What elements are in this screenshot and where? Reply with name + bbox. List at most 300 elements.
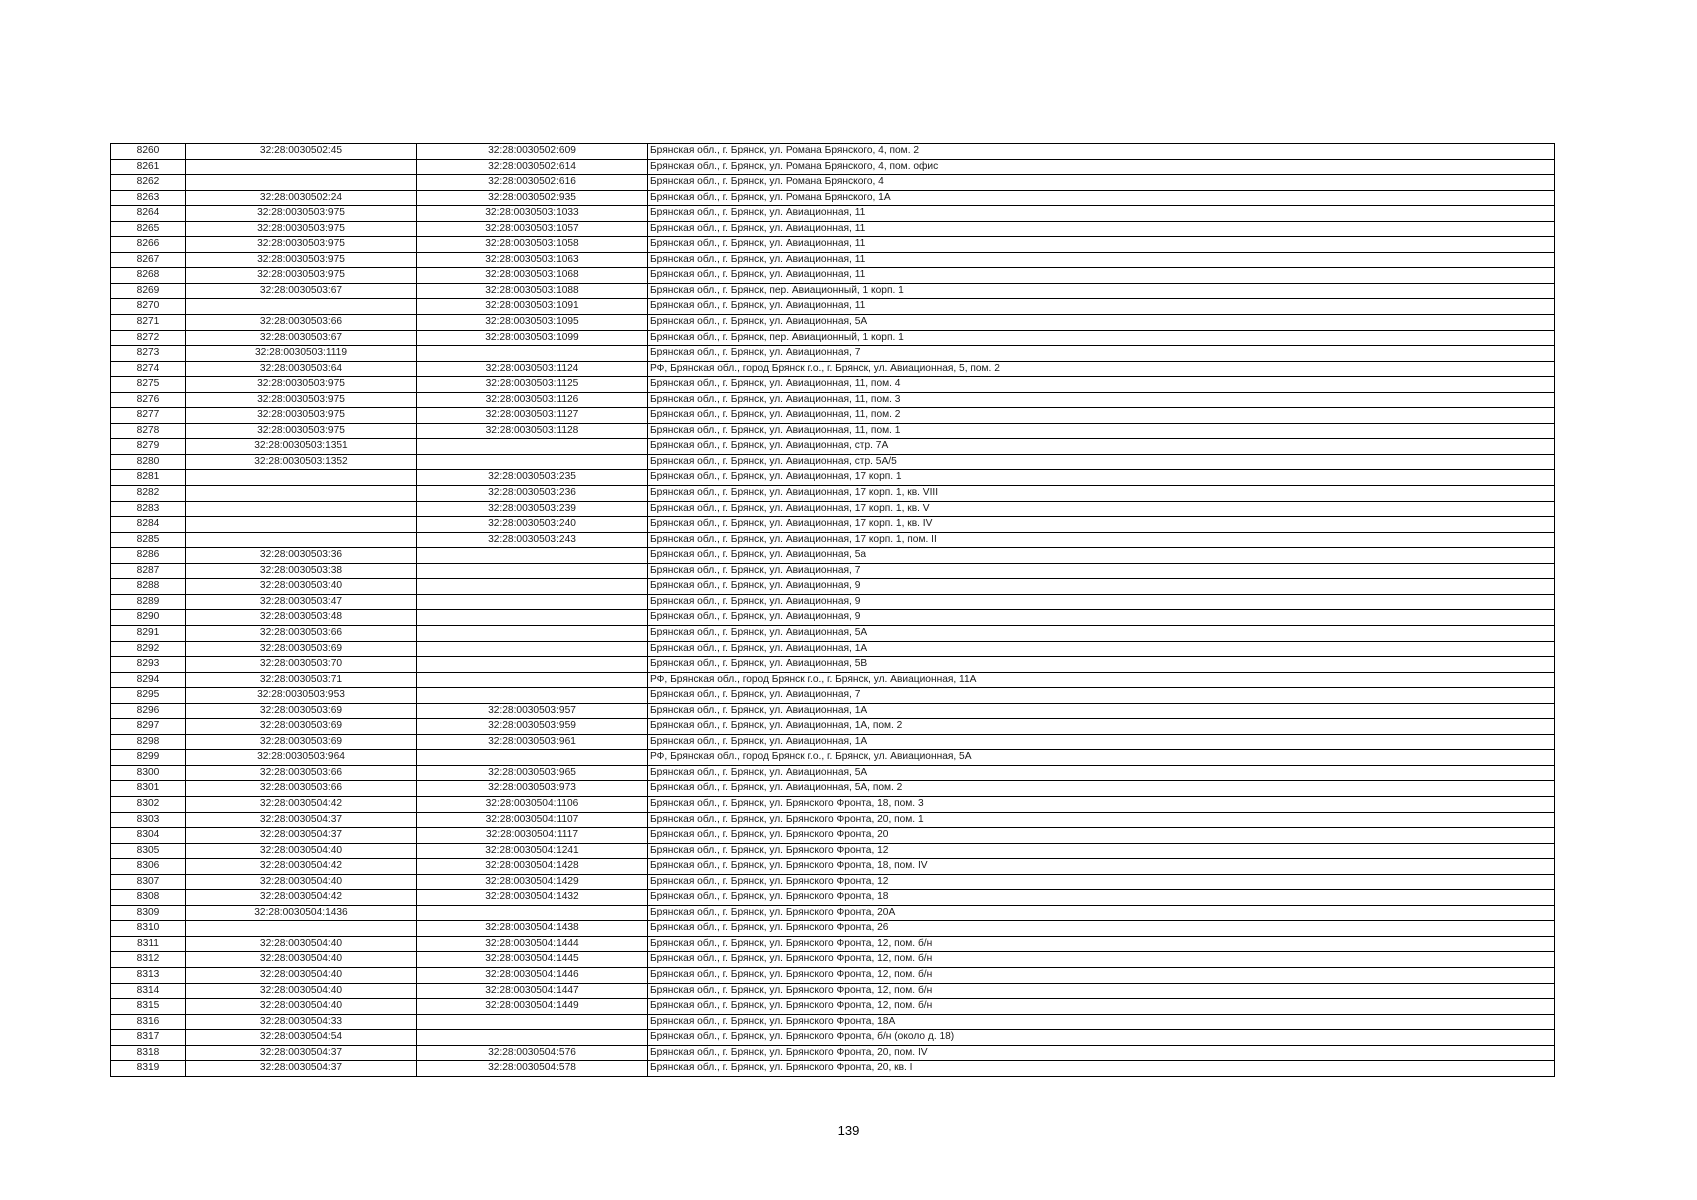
address-cell: Брянская обл., г. Брянск, ул. Авиационная, 5В <box>648 657 1555 673</box>
address-cell: Брянская обл., г. Брянск, ул. Брянского Фронта, 18А <box>648 1014 1555 1030</box>
table-row <box>111 252 1555 268</box>
cadastral-number-cell: 32:28:0030504:1438 <box>417 921 648 937</box>
cadastral-number-cell <box>417 454 648 470</box>
cadastral-number-cell <box>417 594 648 610</box>
row-number-cell: 8293 <box>111 657 186 673</box>
parent-cadastral-number-cell: 32:28:0030503:975 <box>186 377 417 393</box>
row-number-cell: 8278 <box>111 423 186 439</box>
parent-cadastral-number-cell: 32:28:0030504:37 <box>186 812 417 828</box>
address-cell: Брянская обл., г. Брянск, ул. Авиационная, 1А <box>648 734 1555 750</box>
address-cell: Брянская обл., г. Брянск, ул. Авиационная, 1А, пом. 2 <box>648 719 1555 735</box>
parent-cadastral-number-cell: 32:28:0030503:975 <box>186 221 417 237</box>
parent-cadastral-number-cell: 32:28:0030503:975 <box>186 392 417 408</box>
row-number-cell: 8295 <box>111 688 186 704</box>
parent-cadastral-number-cell: 32:28:0030503:67 <box>186 330 417 346</box>
cadastral-number-cell: 32:28:0030503:1057 <box>417 221 648 237</box>
row-number-cell: 8300 <box>111 765 186 781</box>
table-row <box>111 781 1555 797</box>
table-row <box>111 734 1555 750</box>
row-number-cell: 8272 <box>111 330 186 346</box>
parent-cadastral-number-cell: 32:28:0030503:1119 <box>186 346 417 362</box>
address-cell: Брянская обл., г. Брянск, пер. Авиационный, 1 корп. 1 <box>648 330 1555 346</box>
row-number-cell: 8307 <box>111 874 186 890</box>
cadastral-number-cell: 32:28:0030504:1432 <box>417 890 648 906</box>
address-cell: Брянская обл., г. Брянск, ул. Авиационная, 17 корп. 1, кв. V <box>648 501 1555 517</box>
cadastral-number-cell <box>417 1030 648 1046</box>
parent-cadastral-number-cell: 32:28:0030503:71 <box>186 672 417 688</box>
row-number-cell: 8276 <box>111 392 186 408</box>
table-row <box>111 283 1555 299</box>
address-cell: Брянская обл., г. Брянск, ул. Авиационная, 7 <box>648 563 1555 579</box>
parent-cadastral-number-cell: 32:28:0030504:37 <box>186 1061 417 1077</box>
parent-cadastral-number-cell: 32:28:0030503:69 <box>186 641 417 657</box>
table-row <box>111 346 1555 362</box>
parent-cadastral-number-cell: 32:28:0030503:953 <box>186 688 417 704</box>
parent-cadastral-number-cell: 32:28:0030503:975 <box>186 237 417 253</box>
cadastral-number-cell: 32:28:0030504:1429 <box>417 874 648 890</box>
parent-cadastral-number-cell: 32:28:0030503:69 <box>186 703 417 719</box>
table-row <box>111 812 1555 828</box>
cadastral-number-cell <box>417 1014 648 1030</box>
cadastral-number-cell: 32:28:0030503:1128 <box>417 423 648 439</box>
cadastral-number-cell <box>417 625 648 641</box>
row-number-cell: 8270 <box>111 299 186 315</box>
parent-cadastral-number-cell: 32:28:0030503:1352 <box>186 454 417 470</box>
registry-table <box>110 143 1555 1077</box>
parent-cadastral-number-cell: 32:28:0030503:64 <box>186 361 417 377</box>
parent-cadastral-number-cell: 32:28:0030503:69 <box>186 719 417 735</box>
cadastral-number-cell: 32:28:0030503:1088 <box>417 283 648 299</box>
cadastral-number-cell: 32:28:0030503:243 <box>417 532 648 548</box>
row-number-cell: 8263 <box>111 190 186 206</box>
address-cell: Брянская обл., г. Брянск, ул. Романа Брянского, 4, пом. офис <box>648 159 1555 175</box>
row-number-cell: 8282 <box>111 486 186 502</box>
address-cell: Брянская обл., г. Брянск, ул. Брянского Фронта, 18, пом. IV <box>648 859 1555 875</box>
address-cell: Брянская обл., г. Брянск, ул. Авиационная, 17 корп. 1, кв. VIII <box>648 486 1555 502</box>
row-number-cell: 8319 <box>111 1061 186 1077</box>
cadastral-number-cell <box>417 641 648 657</box>
row-number-cell: 8262 <box>111 175 186 191</box>
table-row <box>111 486 1555 502</box>
table-row <box>111 625 1555 641</box>
table-row <box>111 921 1555 937</box>
row-number-cell: 8289 <box>111 594 186 610</box>
row-number-cell: 8266 <box>111 237 186 253</box>
address-cell: Брянская обл., г. Брянск, ул. Брянского Фронта, 26 <box>648 921 1555 937</box>
address-cell: Брянская обл., г. Брянск, ул. Авиационная, 11, пом. 1 <box>648 423 1555 439</box>
cadastral-number-cell: 32:28:0030504:1107 <box>417 812 648 828</box>
parent-cadastral-number-cell: 32:28:0030504:42 <box>186 890 417 906</box>
address-cell: Брянская обл., г. Брянск, ул. Брянского Фронта, 12 <box>648 843 1555 859</box>
address-cell: Брянская обл., г. Брянск, ул. Брянского Фронта, 12, пом. б/н <box>648 936 1555 952</box>
table-row <box>111 221 1555 237</box>
parent-cadastral-number-cell: 32:28:0030503:964 <box>186 750 417 766</box>
cadastral-number-cell: 32:28:0030503:961 <box>417 734 648 750</box>
row-number-cell: 8296 <box>111 703 186 719</box>
address-cell: Брянская обл., г. Брянск, ул. Авиационная, 17 корп. 1, пом. II <box>648 532 1555 548</box>
address-cell: Брянская обл., г. Брянск, ул. Авиационная, 5А <box>648 765 1555 781</box>
row-number-cell: 8264 <box>111 206 186 222</box>
table-row <box>111 657 1555 673</box>
address-cell: Брянская обл., г. Брянск, ул. Авиационная, 5а <box>648 548 1555 564</box>
parent-cadastral-number-cell <box>186 486 417 502</box>
table-row <box>111 144 1555 160</box>
cadastral-number-cell: 32:28:0030503:1068 <box>417 268 648 284</box>
cadastral-number-cell: 32:28:0030503:1095 <box>417 315 648 331</box>
address-cell: Брянская обл., г. Брянск, ул. Авиационная, 5А <box>648 315 1555 331</box>
parent-cadastral-number-cell: 32:28:0030503:66 <box>186 625 417 641</box>
cadastral-number-cell: 32:28:0030504:1106 <box>417 796 648 812</box>
address-cell: Брянская обл., г. Брянск, ул. Брянского Фронта, 12, пом. б/н <box>648 999 1555 1015</box>
parent-cadastral-number-cell: 32:28:0030503:36 <box>186 548 417 564</box>
row-number-cell: 8267 <box>111 252 186 268</box>
cadastral-number-cell: 32:28:0030503:1127 <box>417 408 648 424</box>
cadastral-number-cell <box>417 548 648 564</box>
table-row <box>111 905 1555 921</box>
parent-cadastral-number-cell: 32:28:0030503:1351 <box>186 439 417 455</box>
row-number-cell: 8277 <box>111 408 186 424</box>
address-cell: Брянская обл., г. Брянск, ул. Романа Брянского, 4 <box>648 175 1555 191</box>
table-row <box>111 983 1555 999</box>
table-row <box>111 703 1555 719</box>
row-number-cell: 8281 <box>111 470 186 486</box>
page-number: 139 <box>837 1123 860 1138</box>
parent-cadastral-number-cell: 32:28:0030502:45 <box>186 144 417 160</box>
table-row <box>111 532 1555 548</box>
row-number-cell: 8317 <box>111 1030 186 1046</box>
row-number-cell: 8316 <box>111 1014 186 1030</box>
row-number-cell: 8279 <box>111 439 186 455</box>
parent-cadastral-number-cell <box>186 470 417 486</box>
table-row <box>111 361 1555 377</box>
parent-cadastral-number-cell: 32:28:0030503:975 <box>186 206 417 222</box>
cadastral-number-cell: 32:28:0030503:240 <box>417 517 648 533</box>
address-cell: Брянская обл., г. Брянск, ул. Брянского Фронта, 18 <box>648 890 1555 906</box>
table-row <box>111 175 1555 191</box>
address-cell: Брянская обл., г. Брянск, ул. Авиационная, 11 <box>648 252 1555 268</box>
table-row <box>111 1014 1555 1030</box>
address-cell: Брянская обл., г. Брянск, пер. Авиационный, 1 корп. 1 <box>648 283 1555 299</box>
parent-cadastral-number-cell: 32:28:0030503:975 <box>186 268 417 284</box>
parent-cadastral-number-cell: 32:28:0030504:40 <box>186 983 417 999</box>
cadastral-number-cell <box>417 657 648 673</box>
address-cell: РФ, Брянская обл., город Брянск г.о., г. Брянск, ул. Авиационная, 5А <box>648 750 1555 766</box>
address-cell: Брянская обл., г. Брянск, ул. Авиационная, 11, пом. 2 <box>648 408 1555 424</box>
parent-cadastral-number-cell <box>186 532 417 548</box>
address-cell: Брянская обл., г. Брянск, ул. Авиационная, 1А <box>648 703 1555 719</box>
row-number-cell: 8285 <box>111 532 186 548</box>
address-cell: Брянская обл., г. Брянск, ул. Брянского Фронта, б/н (около д. 18) <box>648 1030 1555 1046</box>
address-cell: Брянская обл., г. Брянск, ул. Авиационная, 7 <box>648 346 1555 362</box>
row-number-cell: 8260 <box>111 144 186 160</box>
table-row <box>111 688 1555 704</box>
parent-cadastral-number-cell: 32:28:0030503:975 <box>186 252 417 268</box>
parent-cadastral-number-cell: 32:28:0030504:40 <box>186 843 417 859</box>
table-row <box>111 330 1555 346</box>
table-row <box>111 828 1555 844</box>
table-row <box>111 408 1555 424</box>
row-number-cell: 8288 <box>111 579 186 595</box>
address-cell: Брянская обл., г. Брянск, ул. Авиационная, 11 <box>648 299 1555 315</box>
row-number-cell: 8265 <box>111 221 186 237</box>
cadastral-number-cell: 32:28:0030504:1446 <box>417 967 648 983</box>
cadastral-number-cell: 32:28:0030503:1063 <box>417 252 648 268</box>
parent-cadastral-number-cell: 32:28:0030503:66 <box>186 765 417 781</box>
table-row <box>111 517 1555 533</box>
address-cell: Брянская обл., г. Брянск, ул. Брянского Фронта, 20 <box>648 828 1555 844</box>
cadastral-number-cell: 32:28:0030503:1058 <box>417 237 648 253</box>
row-number-cell: 8305 <box>111 843 186 859</box>
parent-cadastral-number-cell: 32:28:0030504:40 <box>186 999 417 1015</box>
row-number-cell: 8271 <box>111 315 186 331</box>
table-row <box>111 594 1555 610</box>
parent-cadastral-number-cell: 32:28:0030503:38 <box>186 563 417 579</box>
row-number-cell: 8303 <box>111 812 186 828</box>
row-number-cell: 8301 <box>111 781 186 797</box>
address-cell: Брянская обл., г. Брянск, ул. Брянского Фронта, 12, пом. б/н <box>648 952 1555 968</box>
address-cell: Брянская обл., г. Брянск, ул. Авиационная, 11 <box>648 221 1555 237</box>
row-number-cell: 8312 <box>111 952 186 968</box>
table-row <box>111 874 1555 890</box>
table-row <box>111 765 1555 781</box>
row-number-cell: 8310 <box>111 921 186 937</box>
parent-cadastral-number-cell <box>186 921 417 937</box>
table-row <box>111 1045 1555 1061</box>
address-cell: Брянская обл., г. Брянск, ул. Авиационная, 9 <box>648 579 1555 595</box>
address-cell: Брянская обл., г. Брянск, ул. Авиационная, 1А <box>648 641 1555 657</box>
address-cell: Брянская обл., г. Брянск, ул. Авиационная, 11 <box>648 206 1555 222</box>
table-row <box>111 750 1555 766</box>
row-number-cell: 8292 <box>111 641 186 657</box>
parent-cadastral-number-cell: 32:28:0030504:40 <box>186 874 417 890</box>
table-row <box>111 423 1555 439</box>
row-number-cell: 8299 <box>111 750 186 766</box>
parent-cadastral-number-cell: 32:28:0030503:69 <box>186 734 417 750</box>
cadastral-number-cell: 32:28:0030504:1445 <box>417 952 648 968</box>
parent-cadastral-number-cell: 32:28:0030504:40 <box>186 936 417 952</box>
row-number-cell: 8261 <box>111 159 186 175</box>
address-cell: Брянская обл., г. Брянск, ул. Брянского Фронта, 20, пом. 1 <box>648 812 1555 828</box>
cadastral-number-cell: 32:28:0030503:973 <box>417 781 648 797</box>
row-number-cell: 8268 <box>111 268 186 284</box>
cadastral-number-cell: 32:28:0030504:1447 <box>417 983 648 999</box>
table-row <box>111 936 1555 952</box>
table-row <box>111 470 1555 486</box>
table-row <box>111 952 1555 968</box>
cadastral-number-cell: 32:28:0030503:1099 <box>417 330 648 346</box>
table-row <box>111 548 1555 564</box>
address-cell: Брянская обл., г. Брянск, ул. Романа Брянского, 4, пом. 2 <box>648 144 1555 160</box>
parent-cadastral-number-cell: 32:28:0030503:975 <box>186 423 417 439</box>
table-row <box>111 206 1555 222</box>
table-row <box>111 641 1555 657</box>
cadastral-number-cell <box>417 905 648 921</box>
row-number-cell: 8274 <box>111 361 186 377</box>
address-cell: Брянская обл., г. Брянск, ул. Авиационная, 9 <box>648 594 1555 610</box>
row-number-cell: 8280 <box>111 454 186 470</box>
cadastral-number-cell: 32:28:0030503:239 <box>417 501 648 517</box>
parent-cadastral-number-cell <box>186 159 417 175</box>
row-number-cell: 8314 <box>111 983 186 999</box>
parent-cadastral-number-cell: 32:28:0030503:70 <box>186 657 417 673</box>
cadastral-number-cell: 32:28:0030503:1033 <box>417 206 648 222</box>
address-cell: Брянская обл., г. Брянск, ул. Брянского Фронта, 20, кв. I <box>648 1061 1555 1077</box>
parent-cadastral-number-cell: 32:28:0030503:66 <box>186 315 417 331</box>
parent-cadastral-number-cell: 32:28:0030503:67 <box>186 283 417 299</box>
parent-cadastral-number-cell: 32:28:0030504:42 <box>186 859 417 875</box>
address-cell: Брянская обл., г. Брянск, ул. Авиационная, 7 <box>648 688 1555 704</box>
table-row <box>111 501 1555 517</box>
cadastral-number-cell: 32:28:0030503:1125 <box>417 377 648 393</box>
cadastral-number-cell <box>417 439 648 455</box>
parent-cadastral-number-cell <box>186 501 417 517</box>
table-row <box>111 563 1555 579</box>
cadastral-number-cell: 32:28:0030504:1428 <box>417 859 648 875</box>
table-row <box>111 237 1555 253</box>
parent-cadastral-number-cell: 32:28:0030504:42 <box>186 796 417 812</box>
table-row <box>111 454 1555 470</box>
parent-cadastral-number-cell: 32:28:0030503:975 <box>186 408 417 424</box>
table-row <box>111 190 1555 206</box>
cadastral-number-cell <box>417 610 648 626</box>
parent-cadastral-number-cell: 32:28:0030504:1436 <box>186 905 417 921</box>
table-row <box>111 299 1555 315</box>
parent-cadastral-number-cell: 32:28:0030503:40 <box>186 579 417 595</box>
row-number-cell: 8298 <box>111 734 186 750</box>
row-number-cell: 8294 <box>111 672 186 688</box>
cadastral-number-cell: 32:28:0030503:1124 <box>417 361 648 377</box>
cadastral-number-cell: 32:28:0030503:235 <box>417 470 648 486</box>
parent-cadastral-number-cell: 32:28:0030504:54 <box>186 1030 417 1046</box>
table-row <box>111 719 1555 735</box>
cadastral-number-cell <box>417 346 648 362</box>
cadastral-number-cell: 32:28:0030503:957 <box>417 703 648 719</box>
cadastral-number-cell: 32:28:0030504:576 <box>417 1045 648 1061</box>
row-number-cell: 8291 <box>111 625 186 641</box>
cadastral-number-cell <box>417 672 648 688</box>
row-number-cell: 8286 <box>111 548 186 564</box>
cadastral-number-cell: 32:28:0030502:616 <box>417 175 648 191</box>
table-row <box>111 268 1555 284</box>
address-cell: Брянская обл., г. Брянск, ул. Авиационная, 11, пом. 4 <box>648 377 1555 393</box>
parent-cadastral-number-cell: 32:28:0030503:48 <box>186 610 417 626</box>
table-row <box>111 579 1555 595</box>
table-row <box>111 796 1555 812</box>
parent-cadastral-number-cell: 32:28:0030504:33 <box>186 1014 417 1030</box>
row-number-cell: 8308 <box>111 890 186 906</box>
cadastral-number-cell: 32:28:0030503:236 <box>417 486 648 502</box>
cadastral-number-cell: 32:28:0030502:614 <box>417 159 648 175</box>
row-number-cell: 8313 <box>111 967 186 983</box>
cadastral-number-cell <box>417 688 648 704</box>
row-number-cell: 8304 <box>111 828 186 844</box>
cadastral-number-cell: 32:28:0030503:1091 <box>417 299 648 315</box>
table-row <box>111 315 1555 331</box>
cadastral-number-cell: 32:28:0030504:578 <box>417 1061 648 1077</box>
address-cell: Брянская обл., г. Брянск, ул. Романа Брянского, 1А <box>648 190 1555 206</box>
address-cell: Брянская обл., г. Брянск, ул. Брянского Фронта, 20, пом. IV <box>648 1045 1555 1061</box>
table-row <box>111 843 1555 859</box>
cadastral-number-cell: 32:28:0030503:1126 <box>417 392 648 408</box>
address-cell: Брянская обл., г. Брянск, ул. Авиационная, 11, пом. 3 <box>648 392 1555 408</box>
cadastral-number-cell: 32:28:0030502:935 <box>417 190 648 206</box>
cadastral-number-cell: 32:28:0030502:609 <box>417 144 648 160</box>
address-cell: Брянская обл., г. Брянск, ул. Брянского Фронта, 12, пом. б/н <box>648 967 1555 983</box>
table-row <box>111 1030 1555 1046</box>
table-row <box>111 1061 1555 1077</box>
row-number-cell: 8311 <box>111 936 186 952</box>
table-row <box>111 999 1555 1015</box>
row-number-cell: 8297 <box>111 719 186 735</box>
row-number-cell: 8306 <box>111 859 186 875</box>
parent-cadastral-number-cell: 32:28:0030503:47 <box>186 594 417 610</box>
cadastral-number-cell: 32:28:0030503:959 <box>417 719 648 735</box>
table-row <box>111 967 1555 983</box>
parent-cadastral-number-cell <box>186 517 417 533</box>
address-cell: Брянская обл., г. Брянск, ул. Авиационная, 11 <box>648 268 1555 284</box>
table-row <box>111 890 1555 906</box>
cadastral-number-cell <box>417 579 648 595</box>
cadastral-number-cell: 32:28:0030504:1444 <box>417 936 648 952</box>
cadastral-number-cell: 32:28:0030504:1449 <box>417 999 648 1015</box>
table-row <box>111 439 1555 455</box>
table-row <box>111 159 1555 175</box>
table-row <box>111 610 1555 626</box>
row-number-cell: 8275 <box>111 377 186 393</box>
table-row <box>111 392 1555 408</box>
parent-cadastral-number-cell <box>186 175 417 191</box>
table-row <box>111 859 1555 875</box>
address-cell: РФ, Брянская обл., город Брянск г.о., г. Брянск, ул. Авиационная, 11А <box>648 672 1555 688</box>
row-number-cell: 8318 <box>111 1045 186 1061</box>
parent-cadastral-number-cell: 32:28:0030504:37 <box>186 828 417 844</box>
address-cell: Брянская обл., г. Брянск, ул. Авиационная, 17 корп. 1 <box>648 470 1555 486</box>
registry-table-wrapper <box>110 143 1554 1077</box>
row-number-cell: 8287 <box>111 563 186 579</box>
address-cell: Брянская обл., г. Брянск, ул. Авиационная, 5А <box>648 625 1555 641</box>
address-cell: Брянская обл., г. Брянск, ул. Брянского Фронта, 18, пом. 3 <box>648 796 1555 812</box>
parent-cadastral-number-cell: 32:28:0030504:40 <box>186 952 417 968</box>
cadastral-number-cell: 32:28:0030504:1241 <box>417 843 648 859</box>
address-cell: Брянская обл., г. Брянск, ул. Авиационная, стр. 7А <box>648 439 1555 455</box>
row-number-cell: 8315 <box>111 999 186 1015</box>
address-cell: Брянская обл., г. Брянск, ул. Брянского Фронта, 12, пом. б/н <box>648 983 1555 999</box>
row-number-cell: 8283 <box>111 501 186 517</box>
address-cell: Брянская обл., г. Брянск, ул. Авиационная, 5А, пом. 2 <box>648 781 1555 797</box>
registry-table-body <box>111 144 1555 1077</box>
row-number-cell: 8269 <box>111 283 186 299</box>
address-cell: Брянская обл., г. Брянск, ул. Авиационная, 11 <box>648 237 1555 253</box>
parent-cadastral-number-cell <box>186 299 417 315</box>
parent-cadastral-number-cell: 32:28:0030502:24 <box>186 190 417 206</box>
address-cell: Брянская обл., г. Брянск, ул. Авиационная, стр. 5А/5 <box>648 454 1555 470</box>
row-number-cell: 8273 <box>111 346 186 362</box>
row-number-cell: 8309 <box>111 905 186 921</box>
row-number-cell: 8284 <box>111 517 186 533</box>
address-cell: Брянская обл., г. Брянск, ул. Брянского Фронта, 20А <box>648 905 1555 921</box>
cadastral-number-cell: 32:28:0030503:965 <box>417 765 648 781</box>
address-cell: Брянская обл., г. Брянск, ул. Авиационная, 9 <box>648 610 1555 626</box>
row-number-cell: 8302 <box>111 796 186 812</box>
cadastral-number-cell: 32:28:0030504:1117 <box>417 828 648 844</box>
address-cell: Брянская обл., г. Брянск, ул. Авиационная, 17 корп. 1, кв. IV <box>648 517 1555 533</box>
parent-cadastral-number-cell: 32:28:0030503:66 <box>186 781 417 797</box>
address-cell: РФ, Брянская обл., город Брянск г.о., г. Брянск, ул. Авиационная, 5, пом. 2 <box>648 361 1555 377</box>
address-cell: Брянская обл., г. Брянск, ул. Брянского Фронта, 12 <box>648 874 1555 890</box>
parent-cadastral-number-cell: 32:28:0030504:40 <box>186 967 417 983</box>
parent-cadastral-number-cell: 32:28:0030504:37 <box>186 1045 417 1061</box>
table-row <box>111 672 1555 688</box>
